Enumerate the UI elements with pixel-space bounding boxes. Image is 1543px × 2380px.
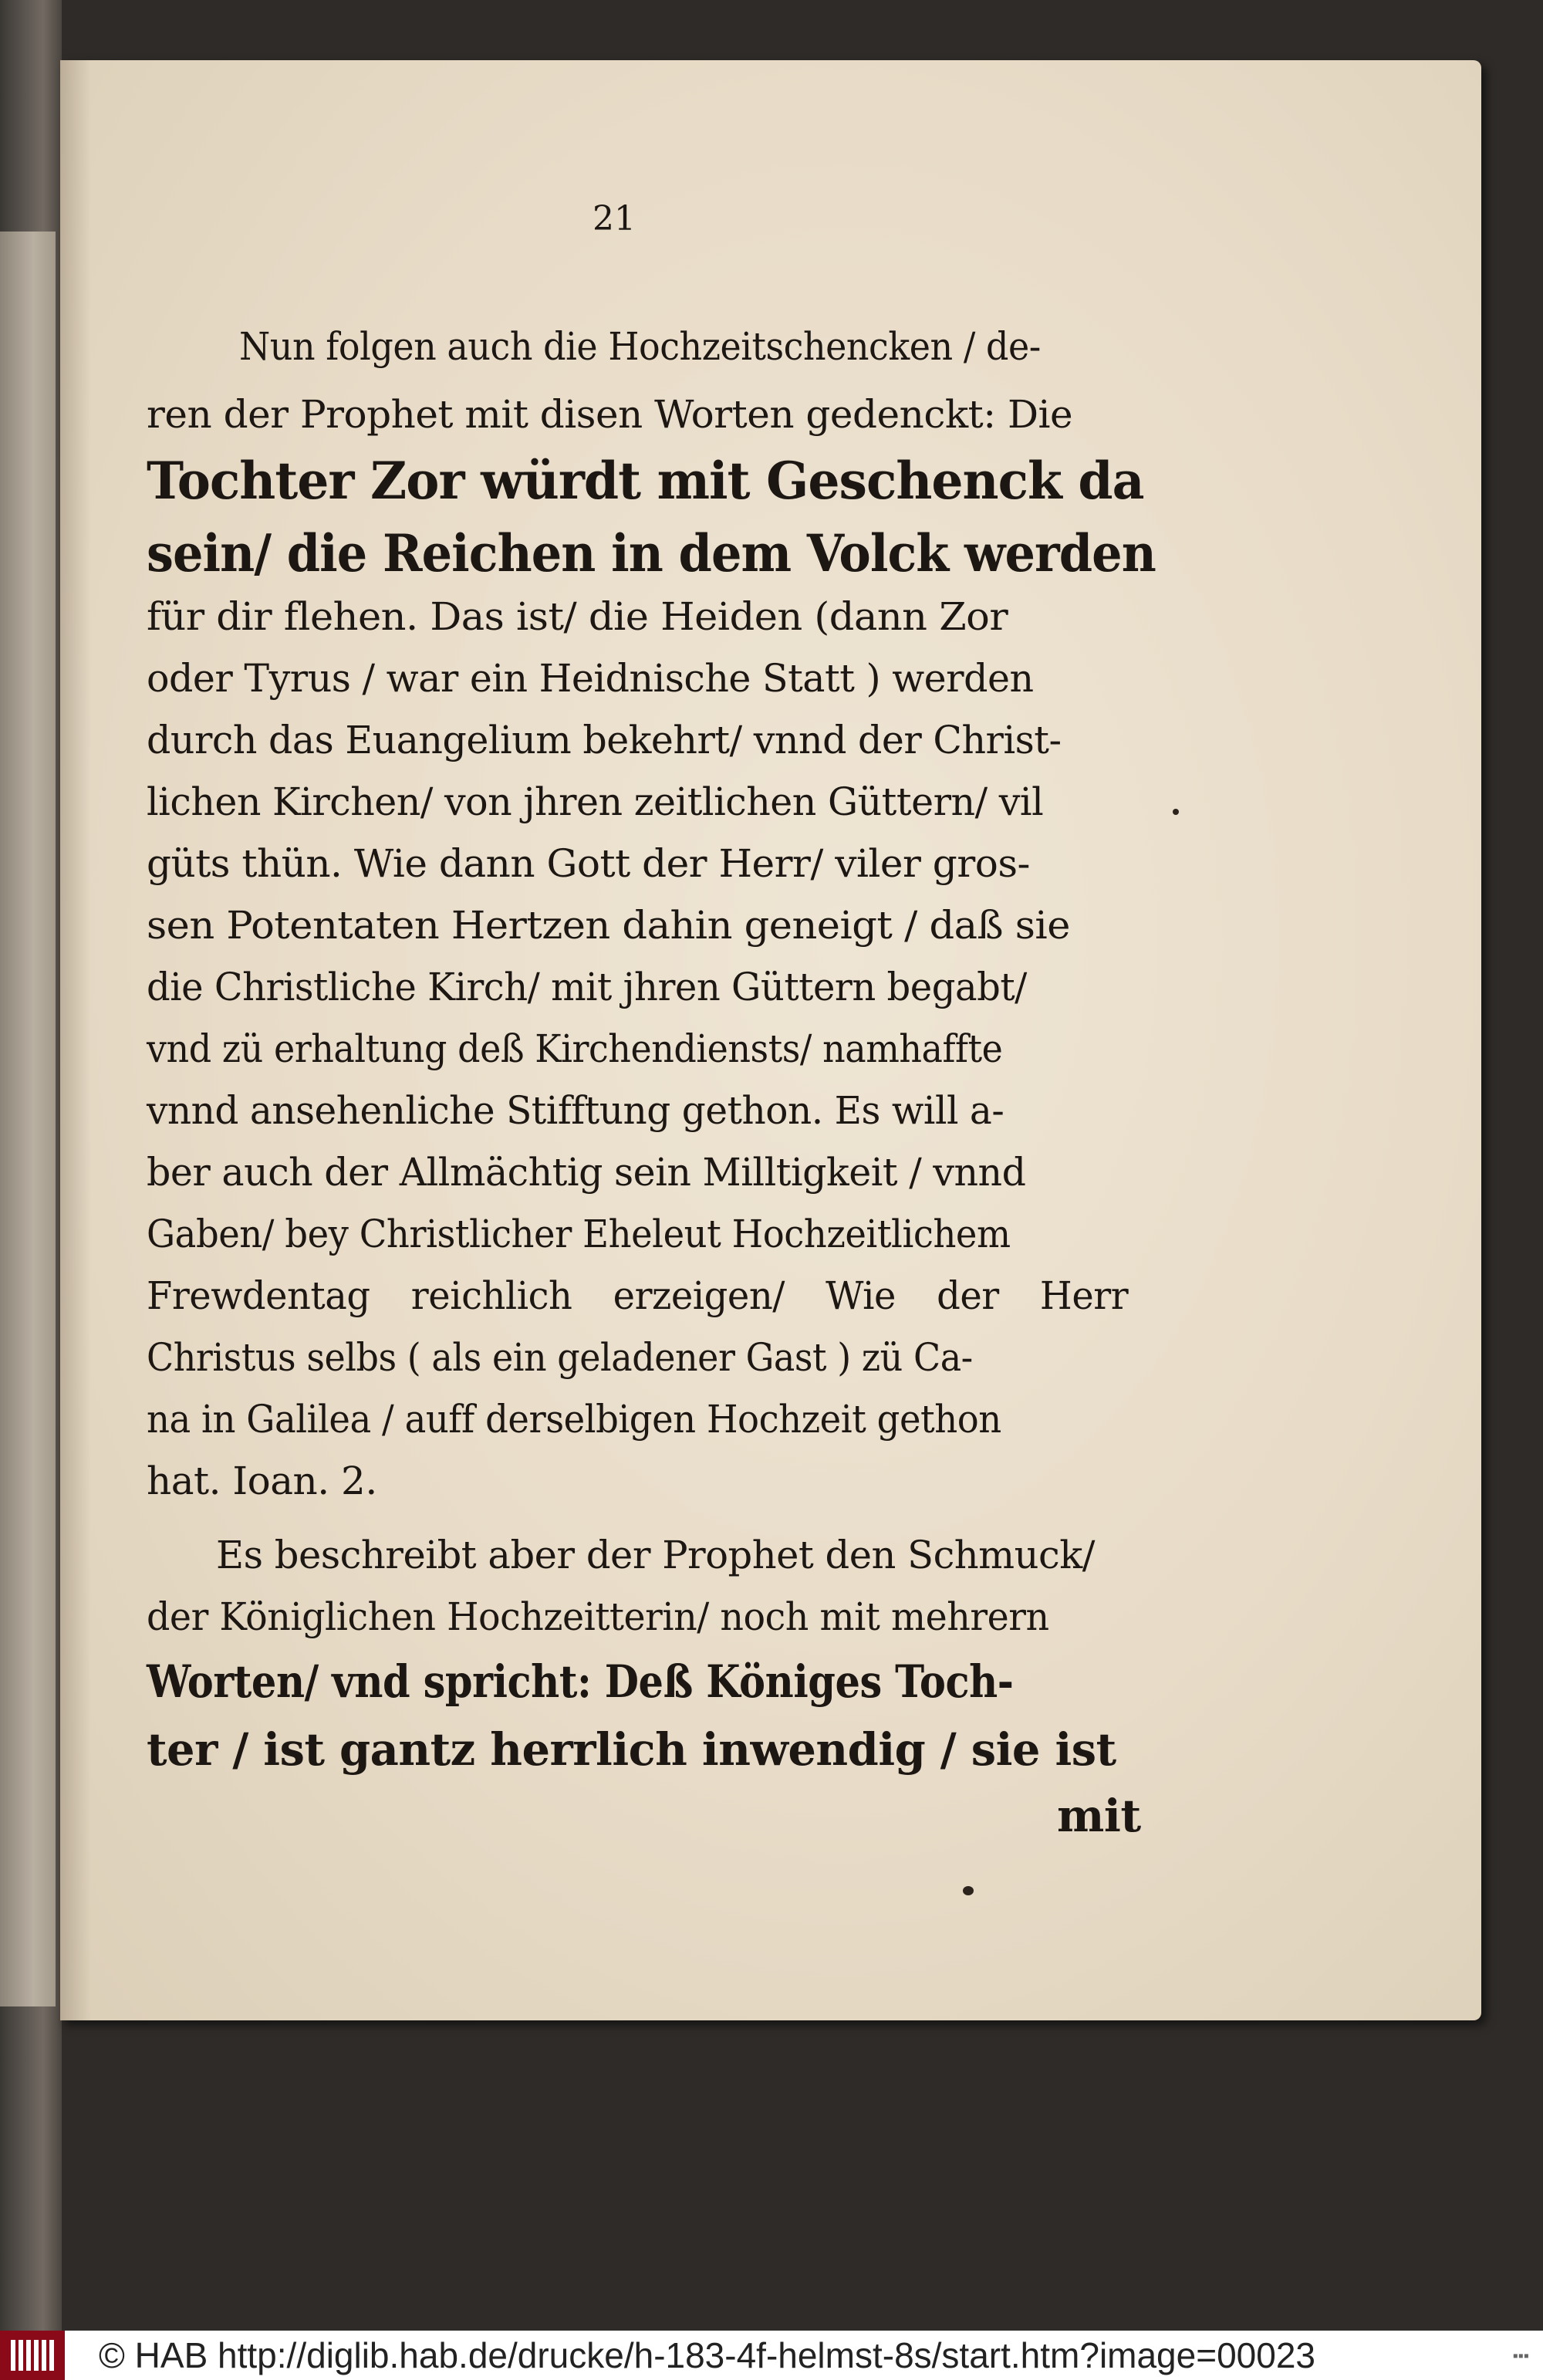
text-line: ren der Prophet mit disen Worten gedenckt: Die <box>147 392 1073 437</box>
text-line: hat. Ioan. 2. <box>147 1459 377 1503</box>
footer-bar <box>0 2331 1543 2380</box>
text-line: Gaben/ bey Christlicher Eheleut Hochzeitlichem <box>147 1212 1011 1256</box>
footer-url[interactable]: © HAB http://diglib.hab.de/drucke/h-183-4f-helmst-8s/start.htm?image=00023 <box>99 2335 1316 2375</box>
ink-spot <box>963 1886 974 1895</box>
catchword: mit <box>1057 1790 1141 1842</box>
text-line: Worten/ vnd spricht: Deß Königes Toch- <box>147 1655 1014 1708</box>
text-line: ter / ist gantz herrlich inwendig / sie ist <box>147 1723 1116 1776</box>
previous-page-edge <box>0 232 56 2006</box>
text-line: güts thün. Wie dann Gott der Herr/ viler gros- <box>147 841 1030 886</box>
text-line: Es beschreibt aber der Prophet den Schmuck/ <box>216 1533 1095 1577</box>
text-line: durch das Euangelium bekehrt/ vnnd der Christ- <box>147 718 1062 762</box>
text-line: ber auch der Allmächtig sein Milltigkeit / vnnd <box>147 1150 1026 1195</box>
text-line: Frewdentag reichlich erzeigen/ Wie der Herr <box>147 1273 1129 1318</box>
ink-spot <box>1173 809 1179 815</box>
hab-logo-icon <box>0 2331 65 2380</box>
text-line: oder Tyrus / war ein Heidnische Statt ) werden <box>147 656 1034 701</box>
text-line: vnd zü erhaltung deß Kirchendiensts/ namhaffte <box>147 1026 1003 1071</box>
text-line: Christus selbs ( als ein geladener Gast ) zü Ca- <box>147 1335 973 1380</box>
text-line: Nun folgen auch die Hochzeitschencken / de- <box>239 324 1041 369</box>
text-line: sen Potentaten Hertzen dahin geneigt / daß sie <box>147 903 1070 948</box>
text-line: für dir flehen. Das ist/ die Heiden (dann Zor <box>147 594 1008 639</box>
footer-dots: ▪▪▪ <box>1512 2348 1529 2365</box>
text-line: vnnd ansehenliche Stifftung gethon. Es will a- <box>147 1088 1004 1133</box>
text-line: Tochter Zor würdt mit Geschenck da <box>147 451 1144 511</box>
text-line: die Christliche Kirch/ mit jhren Güttern begabt/ <box>147 965 1027 1009</box>
text-line: sein/ die Reichen in dem Volck werden <box>147 523 1156 583</box>
page-number: 21 <box>593 199 636 238</box>
book-page <box>60 60 1481 2020</box>
text-line: lichen Kirchen/ von jhren zeitlichen Güttern/ vil <box>147 779 1044 824</box>
text-line: der Königlichen Hochzeitterin/ noch mit mehrern <box>147 1594 1049 1639</box>
text-line: na in Galilea / auff derselbigen Hochzeit gethon <box>147 1397 1001 1442</box>
